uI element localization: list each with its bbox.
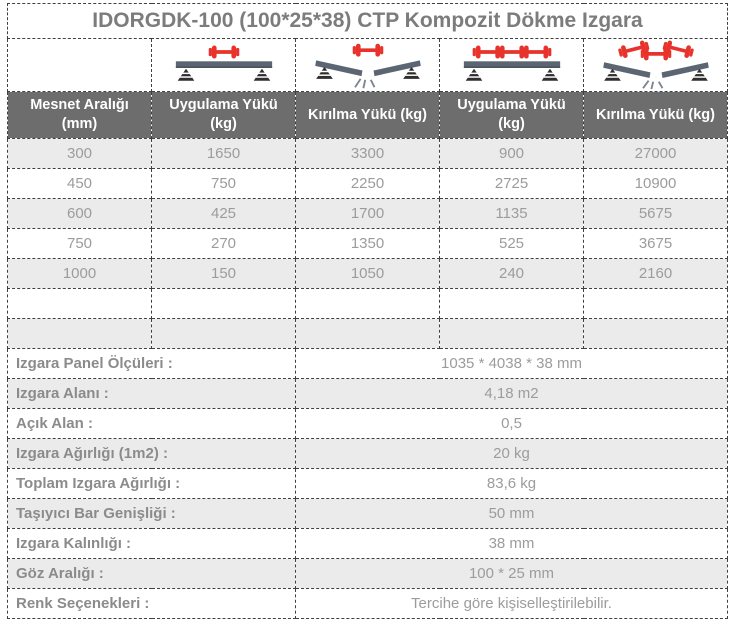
spec-label: Göz Aralığı : bbox=[8, 559, 296, 589]
spec-label: Izgara Alanı : bbox=[8, 379, 296, 409]
spec-value: 100 * 25 mm bbox=[296, 559, 728, 589]
spec-row-kalinlik bbox=[8, 529, 728, 559]
load-table-header-row bbox=[8, 92, 728, 139]
spec-value: 38 mm bbox=[296, 529, 728, 559]
cell-value: 2725 bbox=[440, 169, 584, 199]
cell-value: 5675 bbox=[584, 199, 728, 229]
cell-value: 2250 bbox=[296, 169, 440, 199]
cell-value: 900 bbox=[440, 139, 584, 169]
spec-label: Toplam Izgara Ağırlığı : bbox=[8, 469, 296, 499]
cell-value: 425 bbox=[152, 199, 296, 229]
header-uygulama-yuku-2: Uygulama Yükü (kg) bbox=[440, 92, 584, 139]
cell-value: 1650 bbox=[152, 139, 296, 169]
cell-value: 240 bbox=[440, 259, 584, 289]
spec-value: 0,5 bbox=[296, 409, 728, 439]
cell-value: 3300 bbox=[296, 139, 440, 169]
cell-span: 300 bbox=[8, 139, 152, 169]
spec-value: 83,6 kg bbox=[296, 469, 728, 499]
single-load-broken-beam-icon bbox=[309, 40, 427, 90]
icon-cell-empty bbox=[8, 39, 152, 92]
page-title: IDORGDK-100 (100*25*38) CTP Kompozit Dökme Izgara bbox=[8, 4, 728, 39]
spec-row-izgara-alani bbox=[8, 379, 728, 409]
cell-span: 600 bbox=[8, 199, 152, 229]
cell-span: 1000 bbox=[8, 259, 152, 289]
single-load-intact-beam-icon bbox=[165, 40, 283, 90]
cell-value: 1700 bbox=[296, 199, 440, 229]
cell-value: 10900 bbox=[584, 169, 728, 199]
header-kirilma-yuku-2: Kırılma Yükü (kg) bbox=[584, 92, 728, 139]
spec-row-renk-secenekleri bbox=[8, 589, 728, 619]
spec-value: 1035 * 4038 * 38 mm bbox=[296, 349, 728, 379]
cell-value: 2160 bbox=[584, 259, 728, 289]
cell-value: 270 bbox=[152, 229, 296, 259]
cell-span: 750 bbox=[8, 229, 152, 259]
spec-label: Açık Alan : bbox=[8, 409, 296, 439]
cell-value: 150 bbox=[152, 259, 296, 289]
load-table-row bbox=[8, 229, 728, 259]
spec-label: Taşıyıcı Bar Genişliği : bbox=[8, 499, 296, 529]
load-table-row bbox=[8, 169, 728, 199]
cell-value: 1135 bbox=[440, 199, 584, 229]
spec-value: Tercihe göre kişiselleştirilebilir. bbox=[296, 589, 728, 619]
header-kirilma-yuku-1: Kırılma Yükü (kg) bbox=[296, 92, 440, 139]
load-table-row bbox=[8, 259, 728, 289]
spec-row-acik-alan bbox=[8, 409, 728, 439]
spec-row-toplam-agirlik bbox=[8, 469, 728, 499]
load-table-row bbox=[8, 199, 728, 229]
spec-row-izgara-agirligi-1m2 bbox=[8, 439, 728, 469]
spec-row-goz-araligi bbox=[8, 559, 728, 589]
multi-load-broken-beam-icon bbox=[597, 40, 715, 90]
spec-label: Izgara Panel Ölçüleri : bbox=[8, 349, 296, 379]
header-uygulama-yuku-1: Uygulama Yükü (kg) bbox=[152, 92, 296, 139]
empty-row bbox=[8, 319, 728, 349]
cell-value: 750 bbox=[152, 169, 296, 199]
cell-span: 450 bbox=[8, 169, 152, 199]
spec-value: 4,18 m2 bbox=[296, 379, 728, 409]
title-row bbox=[8, 4, 728, 39]
header-mesnet-araligi: Mesnet Aralığı (mm) bbox=[8, 92, 152, 139]
load-icon-row bbox=[8, 39, 728, 92]
multi-load-intact-beam-icon bbox=[453, 40, 571, 90]
spec-label: Izgara Kalınlığı : bbox=[8, 529, 296, 559]
spec-label: Renk Seçenekleri : bbox=[8, 589, 296, 619]
product-spec-table bbox=[7, 3, 728, 619]
cell-value: 27000 bbox=[584, 139, 728, 169]
empty-row bbox=[8, 289, 728, 319]
cell-value: 1050 bbox=[296, 259, 440, 289]
spec-label: Izgara Ağırlığı (1m2) : bbox=[8, 439, 296, 469]
spec-row-panel-olculeri bbox=[8, 349, 728, 379]
spec-value: 20 kg bbox=[296, 439, 728, 469]
spec-row-tasiyici-bar bbox=[8, 499, 728, 529]
cell-value: 525 bbox=[440, 229, 584, 259]
load-table-row bbox=[8, 139, 728, 169]
spec-value: 50 mm bbox=[296, 499, 728, 529]
cell-value: 3675 bbox=[584, 229, 728, 259]
cell-value: 1350 bbox=[296, 229, 440, 259]
